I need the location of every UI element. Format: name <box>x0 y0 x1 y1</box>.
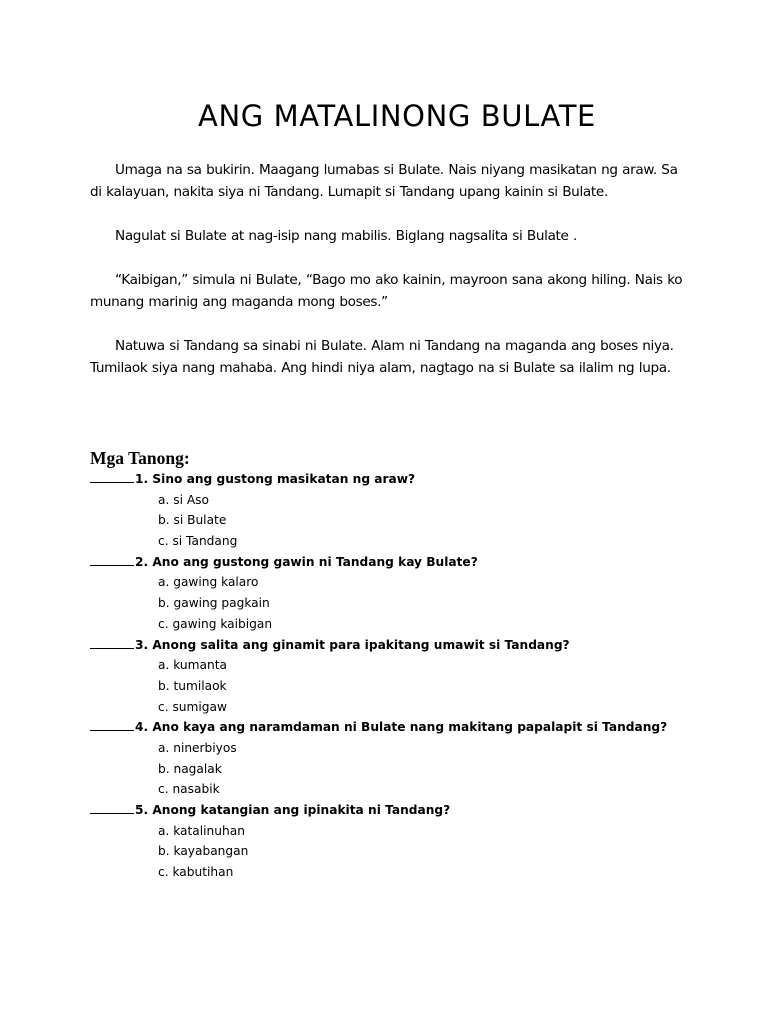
answer-blank[interactable] <box>90 635 134 649</box>
choice-item: b. si Bulate <box>158 513 227 528</box>
questions-list <box>90 469 730 883</box>
question-number: 4. <box>135 720 149 735</box>
question-text: Ano ang gustong gawin ni Tandang kay Bulate? <box>152 554 478 569</box>
question-text: Ano kaya ang naramdaman ni Bulate nang makitang papalapit si Tandang? <box>152 720 668 735</box>
question-text: Sino ang gustong masikatan ng araw? <box>152 472 416 486</box>
choice-item: b. tumilaok <box>158 678 227 693</box>
story-paragraph: Natuwa si Tandang sa sinabi ni Bulate. Alam ni Tandang na maganda ang boses niya. Tumilaok siya nang mahaba. Ang hindi niya alam, nagtago na si Bulate sa ilalim ng lupa. <box>90 338 674 376</box>
choice-item: a. kumanta <box>158 658 227 673</box>
story-text <box>90 159 690 401</box>
question-text: Anong katangian ang ipinakita ni Tandang? <box>152 803 451 817</box>
question-text: Anong salita ang ginamit para ipakitang umawit si Tandang? <box>152 637 570 652</box>
choice-item: a. gawing kalaro <box>158 575 259 590</box>
question-number: 1. <box>135 472 149 486</box>
answer-blank[interactable] <box>90 552 134 566</box>
choice-item: c. sumigaw <box>158 699 227 714</box>
answer-blank[interactable] <box>90 717 134 731</box>
question-1 <box>90 469 730 490</box>
question-number: 2. <box>135 554 149 569</box>
answer-blank[interactable] <box>90 469 134 483</box>
choice-item: a. katalinuhan <box>158 823 245 838</box>
choice-item: a. ninerbiyos <box>158 740 237 755</box>
choice-item: c. nasabik <box>158 782 220 797</box>
choice-item: c. si Tandang <box>158 534 238 549</box>
question-number: 5. <box>135 803 149 817</box>
question-5 <box>90 800 730 821</box>
choice-item: b. gawing pagkain <box>158 596 270 611</box>
story-paragraph: “Kaibigan,” simula ni Bulate, “Bago mo ako kainin, mayroon sana akong hiling. Nais ko munang marinig ang maganda mong boses.” <box>90 272 683 310</box>
choice-item: c. gawing kaibigan <box>158 616 273 631</box>
questions-heading: Mga Tanong: <box>90 448 190 468</box>
question-number: 3. <box>135 637 149 652</box>
answer-blank[interactable] <box>90 800 134 814</box>
question-2 <box>90 552 730 573</box>
choice-item: a. si Aso <box>158 492 209 507</box>
choice-item: b. kayabangan <box>158 844 249 859</box>
question-3 <box>90 635 730 656</box>
document-title: ANG MATALINONG BULATE <box>198 99 596 133</box>
story-paragraph: Umaga na sa bukirin. Maagang lumabas si Bulate. Nais niyang masikatan ng araw. Sa di kalayuan, nakita siya ni Tandang. Lumapit si Tandang upang kainin si Bulate. <box>90 162 678 200</box>
choice-item: b. nagalak <box>158 761 222 776</box>
question-4 <box>90 717 730 738</box>
choice-item: c. kabutihan <box>158 865 234 880</box>
story-paragraph: Nagulat si Bulate at nag-isip nang mabilis. Biglang nagsalita si Bulate . <box>115 228 577 244</box>
